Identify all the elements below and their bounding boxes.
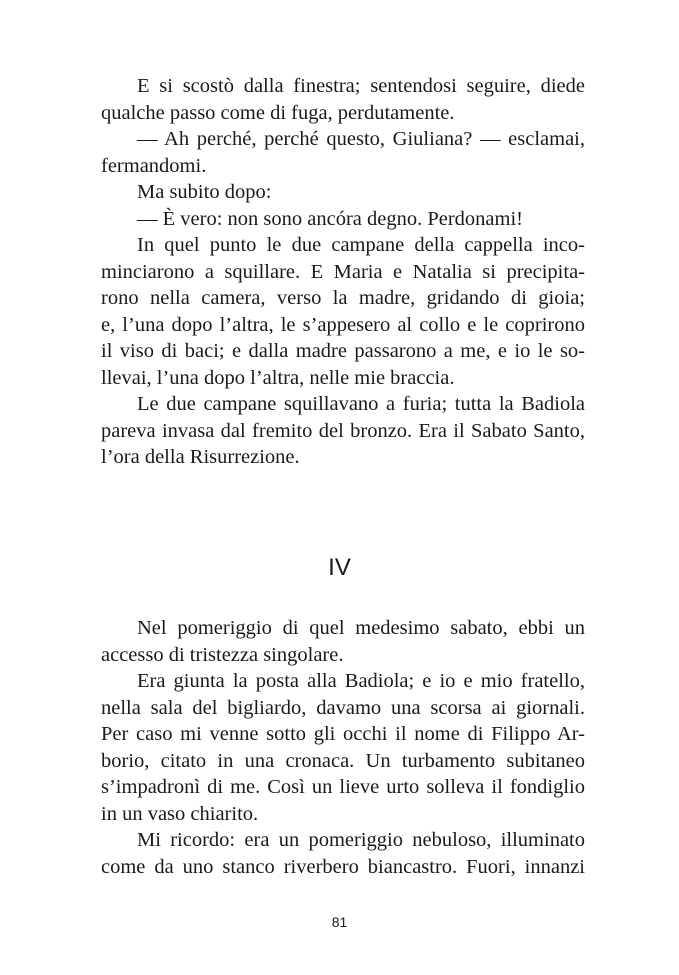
text-line: llevai, l’una dopo l’altra, nelle mie braccia. [101, 366, 455, 389]
text-line: qualche passo come di fuga, perdutamente. [101, 101, 455, 124]
text-block-before-chapter [101, 73, 585, 471]
chapter-heading: IV [328, 554, 351, 581]
text-line: In quel punto le due campane della cappella inco- [137, 234, 585, 256]
text-line: E si scostò dalla finestra; sentendosi seguire, diede [137, 75, 585, 97]
text-line: s’impadronì di me. Così un lieve urto solleva il fondiglio [101, 776, 585, 798]
text-line: Nel pomeriggio di quel medesimo sabato, ebbi un [137, 617, 585, 639]
text-line: accesso di tristezza singolare. [101, 643, 344, 666]
text-line: come da uno stanco riverbero biancastro. Fuori, innanzi [101, 855, 585, 878]
text-line: Era giunta la posta alla Badiola; e io e mio fratello, [137, 670, 585, 692]
text-line: pareva invasa dal fremito del bronzo. Era il Sabato Santo, [101, 419, 585, 442]
text-block-after-chapter [101, 615, 585, 880]
text-line: fermandomi. [101, 154, 207, 177]
text-line: nella sala del bigliardo, davamo una scorsa ai giornali. [101, 696, 585, 719]
text-line: e, l’una dopo l’altra, le s’appesero al collo e le coprirono [101, 313, 585, 336]
text-line: Ma subito dopo: [137, 181, 272, 203]
text-line: Per caso mi venne sotto gli occhi il nome di Filippo Ar- [101, 723, 585, 745]
text-line: il viso di baci; e dalla madre passarono a me, e io le so- [101, 340, 585, 362]
page-number: 81 [331, 914, 348, 930]
text-line: borio, citato in una cronaca. Un turbamento subitaneo [101, 749, 585, 772]
text-line: minciarono a squillare. E Maria e Natalia si precipita- [101, 260, 585, 283]
text-line: Mi ricordo: era un pomeriggio nebuloso, illuminato [137, 829, 585, 851]
text-line: — È vero: non sono ancóra degno. Perdonami! [137, 207, 523, 230]
text-line: l’ora della Risurrezione. [101, 446, 300, 468]
text-line: in un vaso chiarito. [101, 802, 259, 825]
text-line: rono nella camera, verso la madre, gridando di gioia; [101, 287, 585, 309]
text-line: — Ah perché, perché questo, Giuliana? — esclamai, [137, 128, 585, 150]
text-line: Le due campane squillavano a furia; tutta la Badiola [137, 393, 585, 415]
